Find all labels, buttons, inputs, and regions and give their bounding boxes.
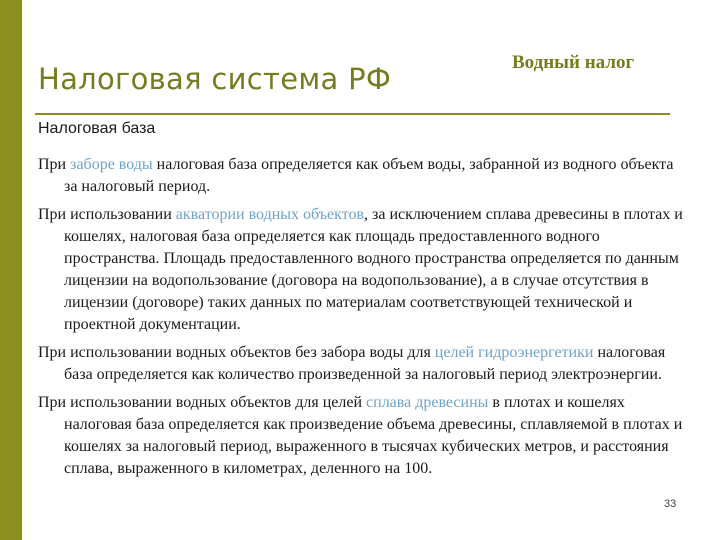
- paragraph-text: При использовании водных объектов для целей: [38, 394, 367, 411]
- highlighted-term: заборе воды: [70, 156, 153, 173]
- paragraph-text: При использовании: [38, 206, 176, 223]
- paragraph-hydropower: [38, 342, 690, 386]
- paragraph-water-intake: [38, 154, 690, 198]
- paragraph-timber-rafting: [38, 392, 690, 480]
- highlighted-term: целей гидроэнергетики: [434, 344, 594, 361]
- highlighted-term: сплава древесины: [366, 394, 489, 411]
- left-accent-bar: [0, 0, 22, 540]
- page-number: 33: [664, 498, 677, 510]
- paragraph-water-area: [38, 204, 690, 336]
- paragraph-text: в плотах и кошелях налоговая база определяется как произведение объема древесины, сплавляемой в плотах и кошелях за налоговый период, выраженного в тысячах кубических метров, и расстояния сплава, выраженного в километрах, деленного на 100.: [64, 394, 683, 477]
- section-label: Налоговая база: [38, 120, 156, 137]
- highlighted-term: акватории водных объектов: [175, 206, 365, 223]
- paragraph-text: налоговая база определяется как количество произведенной за налоговый период электроэнергии.: [64, 344, 666, 383]
- paragraph-text: При использовании водных объектов без забора воды для: [38, 344, 435, 361]
- slide-content: [38, 118, 690, 486]
- slide-subtitle: Водный налог: [512, 52, 635, 73]
- paragraph-text: налоговая база определяется как объем воды, забранной из водного объекта за налоговый период.: [64, 156, 674, 195]
- paragraph-text: , за исключением сплава древесины в плотах и кошелях, налоговая база определяется как площадь предоставленного водного пространства. Площадь предоставленного водного пространства определяется по данным лицензии на водопользование (договора на водопользование), а в случае отсутствия в лицензии (договоре) таких данных по материалам соответствующей технической и проектной документации.: [64, 206, 683, 333]
- paragraph-text: При: [38, 156, 71, 173]
- slide-title: Налоговая система РФ: [38, 62, 392, 96]
- title-divider: [35, 113, 670, 115]
